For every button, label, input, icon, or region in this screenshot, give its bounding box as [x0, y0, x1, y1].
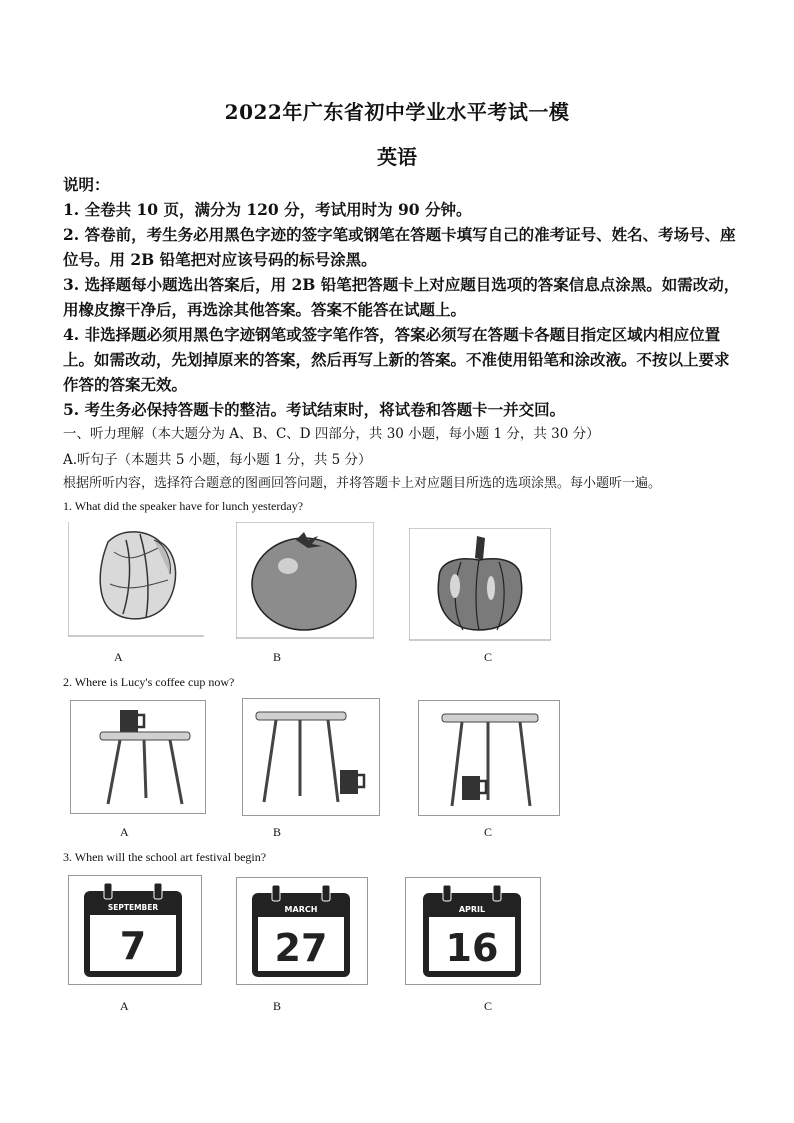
table-cup-right-icon [242, 698, 380, 816]
pumpkin-icon [409, 528, 551, 642]
calendar-month: SEPTEMBER [107, 903, 159, 912]
option-label: A [120, 999, 129, 1013]
table-cup-under-icon [418, 700, 560, 816]
cabbage-icon [68, 522, 204, 638]
option-label: B [273, 999, 282, 1013]
calendar-icon [236, 877, 368, 985]
question-2: 2. Where is Lucy's coffee cup now? [63, 675, 235, 689]
calendar-day: 16 [445, 926, 499, 970]
option-label: A [120, 825, 129, 839]
sub-title: A.听句子（本题共 5 小题，每小题 1 分，共 5 分） [63, 452, 372, 468]
option-label: C [484, 999, 493, 1013]
instruction-item: 3. 选择题每小题选出答案后，用 2B 铅笔把答题卡上对应题目选项的答案信息点涂黑。如需改动，用橡皮擦干净后，再选涂其他答案。答案不能答在试题上。 [63, 275, 740, 319]
instructions-heading: 说明： [63, 175, 110, 194]
calendar-month: MARCH [284, 905, 318, 914]
table-cup-on-top-icon [70, 700, 206, 814]
calendar-month: APRIL [458, 905, 486, 914]
instruction-item: 2. 答卷前，考生务必用黑色字迹的签字笔或钢笔在答题卡填写自己的准考证号、姓名、考场号、座位号。用 2B 铅笔把对应该号码的标号涂黑。 [63, 225, 736, 269]
option-label: B [273, 650, 282, 664]
instruction-item: 4. 非选择题必须用黑色字迹钢笔或签字笔作答，答案必须写在答题卡各题目指定区域内相应位置上。如需改动，先划掉原来的答案，然后再写上新的答案。不准使用铅笔和涂改液。不按以上要求作答的答案无效。 [63, 325, 730, 394]
exam-subject: 英语 [377, 145, 417, 169]
option-label: C [484, 650, 493, 664]
tomato-icon [236, 522, 374, 640]
option-label: B [273, 825, 282, 839]
calendar-day: 27 [274, 926, 328, 970]
option-label: C [484, 825, 493, 839]
instructions [63, 172, 743, 422]
part-title: 一、听力理解（本大题分为 A、B、C、D 四部分，共 30 小题，每小题 1 分，共 30 分） [63, 426, 600, 442]
calendar-icon [405, 877, 541, 985]
direction-text: 根据所听内容，选择符合题意的图画回答问题，并将答题卡上对应题目所选的选项涂黑。每小题听一遍。 [63, 476, 662, 491]
question-3: 3. When will the school art festival begin? [63, 850, 267, 864]
instruction-item: 5. 考生务必保持答题卡的整洁。考试结束时，将试卷和答题卡一并交回。 [63, 400, 566, 419]
question-1: 1. What did the speaker have for lunch yesterday? [63, 499, 304, 513]
exam-title: 2022年广东省初中学业水平考试一模 [224, 100, 570, 124]
calendar-icon [68, 875, 202, 985]
instruction-item: 1. 全卷共 10 页，满分为 120 分，考试用时为 90 分钟。 [63, 200, 472, 219]
calendar-day: 7 [119, 924, 147, 968]
option-label: A [114, 650, 123, 664]
